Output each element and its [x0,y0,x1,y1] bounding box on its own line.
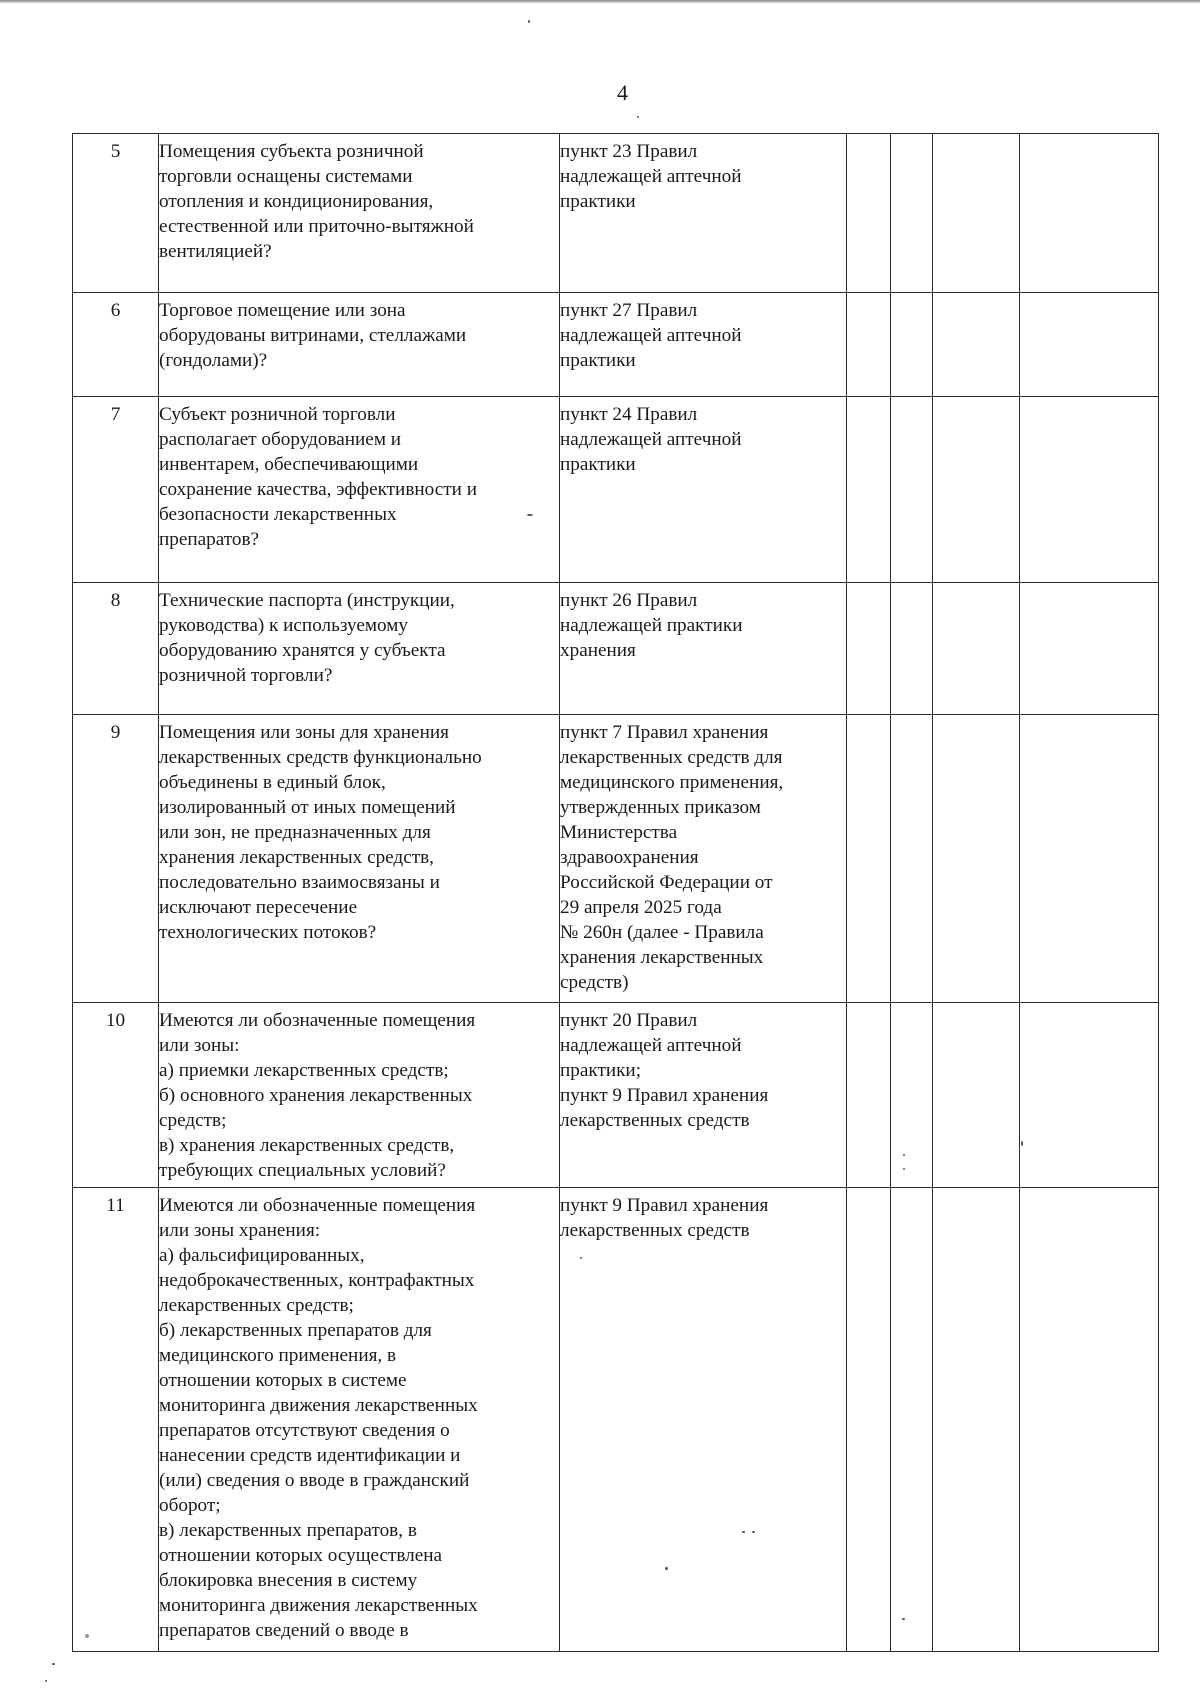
scan-speck [903,1154,905,1156]
table-row [73,1188,1159,1652]
table-row [73,293,1159,397]
scan-speck [52,1663,55,1665]
question-line: вентиляцией? [159,241,272,262]
question-line: лекарственных средств функционально [159,747,482,768]
question-cell [159,715,560,1003]
reference-line: № 260н (далее - Правила [560,922,764,943]
answer-no-cell [891,397,933,583]
question-line: Помещения субъекта розничной [159,141,424,162]
reference-line: хранения лекарственных [560,947,764,968]
question-line: требующих специальных условий? [159,1160,446,1181]
scan-speck [902,1618,905,1620]
scan-speck [637,116,639,118]
question-line: препаратов? [159,529,260,550]
reference-cell [560,397,847,583]
reference-line: здравоохранения [560,847,699,868]
question-line: Торговое помещение или зона [159,300,406,321]
reference-line: практики [560,191,636,212]
note-cell [1020,583,1159,715]
question-line: препаратов сведений о вводе в [159,1620,409,1641]
reference-line: 29 апреля 2025 года [560,897,722,918]
not-applicable-cell [933,583,1020,715]
scan-speck [903,1168,905,1170]
scan-speck [1021,1141,1023,1146]
question-line: торговли оснащены системами [159,166,413,187]
question-line: отношении которых в системе [159,1370,407,1391]
reference-cell [560,1188,847,1652]
question-line: отношении которых осуществлена [159,1545,443,1566]
reference-line: пункт 9 Правил хранения [560,1195,769,1216]
note-cell [1020,134,1159,293]
question-line: мониторинга движения лекарственных [159,1395,478,1416]
question-cell [159,583,560,715]
question-line: изолированный от иных помещений [159,797,456,818]
reference-line: практики [560,350,636,371]
question-line: сохранение качества, эффективности и [159,479,477,500]
table-row [73,715,1159,1003]
page-number: 4 [617,80,628,105]
question-line: объединены в единый блок, [159,772,386,793]
reference-line: надлежащей практики [560,615,743,636]
reference-line: Министерства [560,822,678,843]
reference-line: лекарственных средств [560,1110,750,1131]
question-line: средств; [159,1110,227,1131]
question-line: последовательно взаимосвязаны и [159,872,440,893]
question-line: (или) сведения о вводе в гражданский [159,1470,470,1491]
not-applicable-cell [933,397,1020,583]
answer-no-cell [891,583,933,715]
question-line: (гондолами)? [159,350,268,371]
answer-yes-cell [847,1188,891,1652]
scan-speck [665,1567,668,1570]
answer-no-cell [891,1188,933,1652]
checklist-table [72,133,1159,1652]
answer-no-cell [891,1003,933,1188]
answer-yes-cell [847,293,891,397]
question-line: Имеются ли обозначенные помещения [159,1195,476,1216]
reference-cell [560,715,847,1003]
question-line: исключают пересечение [159,897,358,918]
reference-line: пункт 20 Правил [560,1010,698,1031]
checklist-body [73,134,1159,1652]
reference-line: пункт 27 Правил [560,300,698,321]
row-number: 8 [73,583,159,715]
reference-line: Российской Федерации от [560,872,773,893]
answer-no-cell [891,715,933,1003]
question-line: хранения лекарственных средств, [159,847,434,868]
question-line: естественной или приточно-вытяжной [159,216,474,237]
reference-cell [560,1003,847,1188]
question-line: в) хранения лекарственных средств, [159,1135,455,1156]
question-line: Помещения или зоны для хранения [159,722,449,743]
question-line: медицинского применения, в [159,1345,397,1366]
table-row [73,397,1159,583]
reference-line: надлежащей аптечной [560,325,742,346]
row-number: 9 [73,715,159,1003]
question-line: располагает оборудованием и [159,429,402,450]
question-line: оборудованию хранятся у субъекта [159,640,446,661]
note-cell [1020,397,1159,583]
question-cell [159,1003,560,1188]
scan-speck [85,1634,89,1638]
reference-cell [560,583,847,715]
reference-line: хранения [560,640,636,661]
not-applicable-cell [933,1003,1020,1188]
scan-speck [527,514,533,516]
answer-no-cell [891,134,933,293]
reference-line: надлежащей аптечной [560,1035,742,1056]
question-line: в) лекарственных препаратов, в [159,1520,417,1541]
question-line: лекарственных средств; [159,1295,354,1316]
question-line: оборот; [159,1495,221,1516]
reference-line: практики; [560,1060,642,1081]
row-number: 11 [73,1188,159,1652]
question-line: отопления и кондиционирования, [159,191,434,212]
question-line: инвентарем, обеспечивающими [159,454,419,475]
not-applicable-cell [933,293,1020,397]
question-cell [159,293,560,397]
reference-line: надлежащей аптечной [560,429,742,450]
scan-top-edge [0,0,1200,3]
question-line: розничной торговли? [159,665,333,686]
question-line: или зон, не предназначенных для [159,822,431,843]
question-line: руководства) к используемому [159,615,408,636]
reference-line: лекарственных средств [560,1220,750,1241]
question-line: препаратов отсутствуют сведения о [159,1420,450,1441]
note-cell [1020,293,1159,397]
not-applicable-cell [933,715,1020,1003]
question-cell [159,134,560,293]
row-number: 6 [73,293,159,397]
answer-yes-cell [847,715,891,1003]
reference-line: пункт 24 Правил [560,404,698,425]
row-number: 10 [73,1003,159,1188]
question-line: или зоны хранения: [159,1220,321,1241]
note-cell [1020,1003,1159,1188]
reference-line: пункт 7 Правил хранения [560,722,769,743]
scan-speck [45,1680,47,1682]
question-cell [159,397,560,583]
reference-line: пункт 9 Правил хранения [560,1085,769,1106]
reference-cell [560,134,847,293]
question-line: или зоны: [159,1035,240,1056]
answer-yes-cell [847,1003,891,1188]
note-cell [1020,1188,1159,1652]
question-line: а) приемки лекарственных средств; [159,1060,449,1081]
question-line: блокировка внесения в систему [159,1570,418,1591]
not-applicable-cell [933,134,1020,293]
question-line: нанесении средств идентификации и [159,1445,461,1466]
reference-line: медицинского применения, [560,772,784,793]
answer-no-cell [891,293,933,397]
question-line: б) лекарственных препаратов для [159,1320,432,1341]
question-line: оборудованы витринами, стеллажами [159,325,467,346]
reference-line: средств) [560,972,629,993]
row-number: 7 [73,397,159,583]
scan-speck [528,20,530,23]
reference-line: пункт 23 Правил [560,141,698,162]
reference-line: надлежащей аптечной [560,166,742,187]
scan-speck [752,1531,755,1533]
answer-yes-cell [847,583,891,715]
question-line: мониторинга движения лекарственных [159,1595,478,1616]
note-cell [1020,715,1159,1003]
answer-yes-cell [847,134,891,293]
question-cell [159,1188,560,1652]
scan-speck [742,1531,745,1533]
question-line: недоброкачественных, контрафактных [159,1270,475,1291]
row-number: 5 [73,134,159,293]
scan-speck [580,1257,582,1259]
table-row [73,583,1159,715]
reference-line: пункт 26 Правил [560,590,698,611]
reference-line: практики [560,454,636,475]
reference-line: лекарственных средств для [560,747,783,768]
not-applicable-cell [933,1188,1020,1652]
question-line: Имеются ли обозначенные помещения [159,1010,476,1031]
question-line: б) основного хранения лекарственных [159,1085,473,1106]
question-line: Технические паспорта (инструкции, [159,590,455,611]
answer-yes-cell [847,397,891,583]
table-row [73,1003,1159,1188]
reference-line: утвержденных приказом [560,797,761,818]
reference-cell [560,293,847,397]
question-line: технологических потоков? [159,922,377,943]
question-line: Субъект розничной торговли [159,404,396,425]
table-row [73,134,1159,293]
question-line: а) фальсифицированных, [159,1245,365,1266]
question-line: безопасности лекарственных [159,504,397,525]
